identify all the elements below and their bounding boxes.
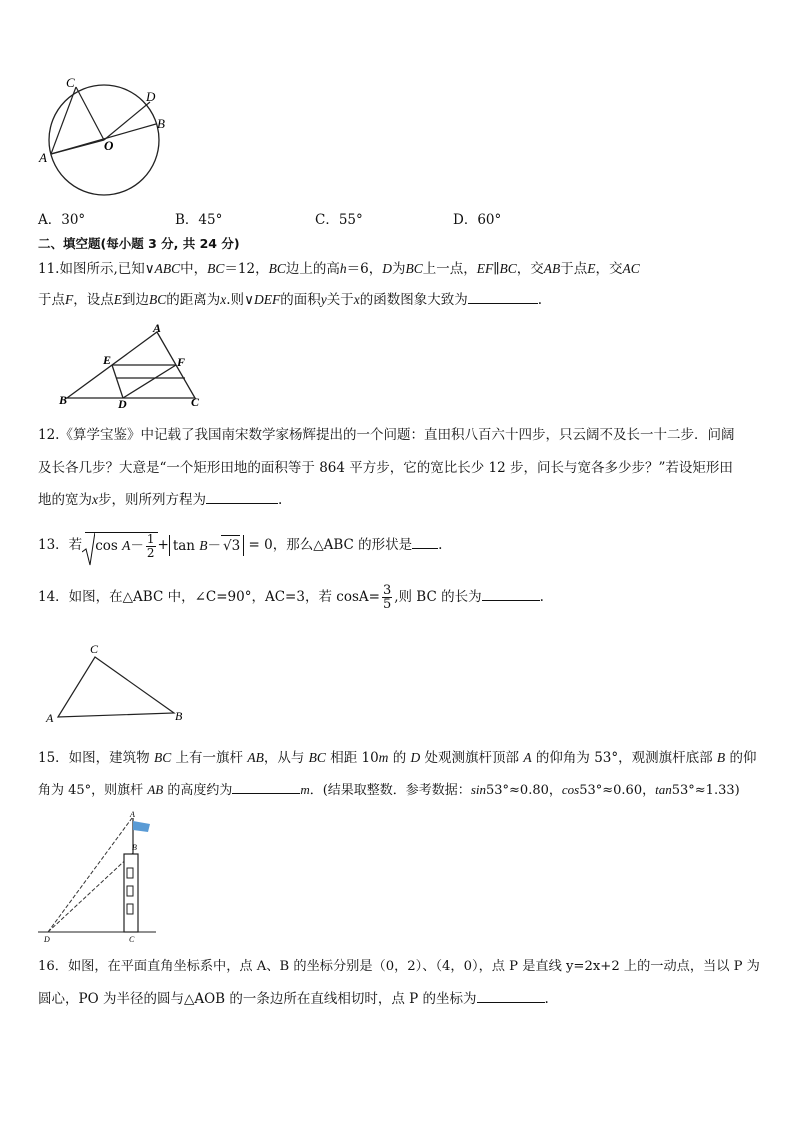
q13-line: 13．若 cos A－ $\frac{1}{2}$ + tan B－ √3 = 0，那么△ABC 的形状是 . [38,528,758,562]
option-d: D．60° [453,212,502,228]
label-f: F [177,355,186,369]
triangle-abc-figure [40,640,190,728]
q14-answer-blank[interactable] [482,586,540,601]
q13-answer-blank[interactable] [412,534,438,549]
section-title: 二、填空题(每小题 3 分, 共 24 分) [38,236,240,251]
label-b: B [59,393,68,407]
q11-line2: 于点F，设点E到边BC的距离为x.则∨DEF的面积y关于x的函数图象大致为 . [38,289,758,310]
label-e: E [103,353,112,367]
q15-answer-blank[interactable] [232,779,300,794]
option-b: B．45° [175,212,223,228]
label-a: A [39,150,47,165]
q11-line1: 11.如图所示,已知∨ABC中，BC＝12，BC边上的高h＝6，D为BC上一点，EF∥BC，交AB于点E，交AC [38,261,640,277]
label-c: C [129,935,135,944]
q12-line3: 地的宽为x步，则所列方程为 . [38,489,758,510]
q16-line1: 16．如图，在平面直角坐标系中，点 A、B 的坐标分别是（0，2）、（4，0），点 P 是直线 y=2x+2 上的一动点，当以 P 为 [38,959,760,974]
label-b: B [175,709,183,723]
label-o: O [104,138,114,153]
label-b: B [132,843,137,852]
tower-figure [38,808,158,948]
triangle-efd-figure [55,322,205,410]
sqrt-expression: cos A－ $\frac{1}{2}$ [85,532,157,560]
q15-line1: 15．如图，建筑物 BC 上有一旗杆 AB，从与 BC 相距 10m 的 D 处观测旗杆顶部 A 的仰角为 53°，观测旗杆底部 B 的仰 [38,750,757,766]
label-c: C [66,75,75,90]
flag-icon [133,821,150,832]
label-c: C [191,395,200,409]
label-b: B [157,116,165,131]
building [124,854,138,932]
q15-line2: 角为 45°，则旗杆 AB 的高度约为 m．(结果取整数．参考数据：sin53°≈0.80，cos53°≈0.60，tan53°≈1.33) [38,779,758,801]
label-d: D [44,935,50,944]
circle-figure [36,74,176,204]
label-a: A [130,810,135,819]
option-a: A．30° [38,212,86,228]
label-d: D [118,397,127,410]
q16-line2: 圆心，PO 为半径的圆与△AOB 的一条边所在直线相切时，点 P 的坐标为 . [38,988,758,1009]
q12-line1: 12.《算学宝鉴》中记载了我国南宋数学家杨辉提出的一个问题：直田积八百六十四步，只云阔不及长一十二步．问阔 [38,427,735,443]
label-a: A [46,711,54,725]
q14-line: 14．如图，在△ABC 中，∠C=90°，AC=3，若 cosA= $\frac{3}{5}$ ,则 BC 的长为 . [38,583,544,612]
option-c: C．55° [315,212,363,228]
q12-answer-blank[interactable] [206,489,278,504]
label-a: A [153,322,162,335]
q12-line2: 及长各几步？大意是“一个矩形田地的面积等于 864 平方步，它的宽比长少 12 步，问长与宽各多少步？”若设矩形田 [38,460,733,476]
q11-answer-blank[interactable] [468,289,538,304]
label-c: C [90,642,99,656]
q16-answer-blank[interactable] [477,988,545,1003]
label-d: D [146,89,156,104]
